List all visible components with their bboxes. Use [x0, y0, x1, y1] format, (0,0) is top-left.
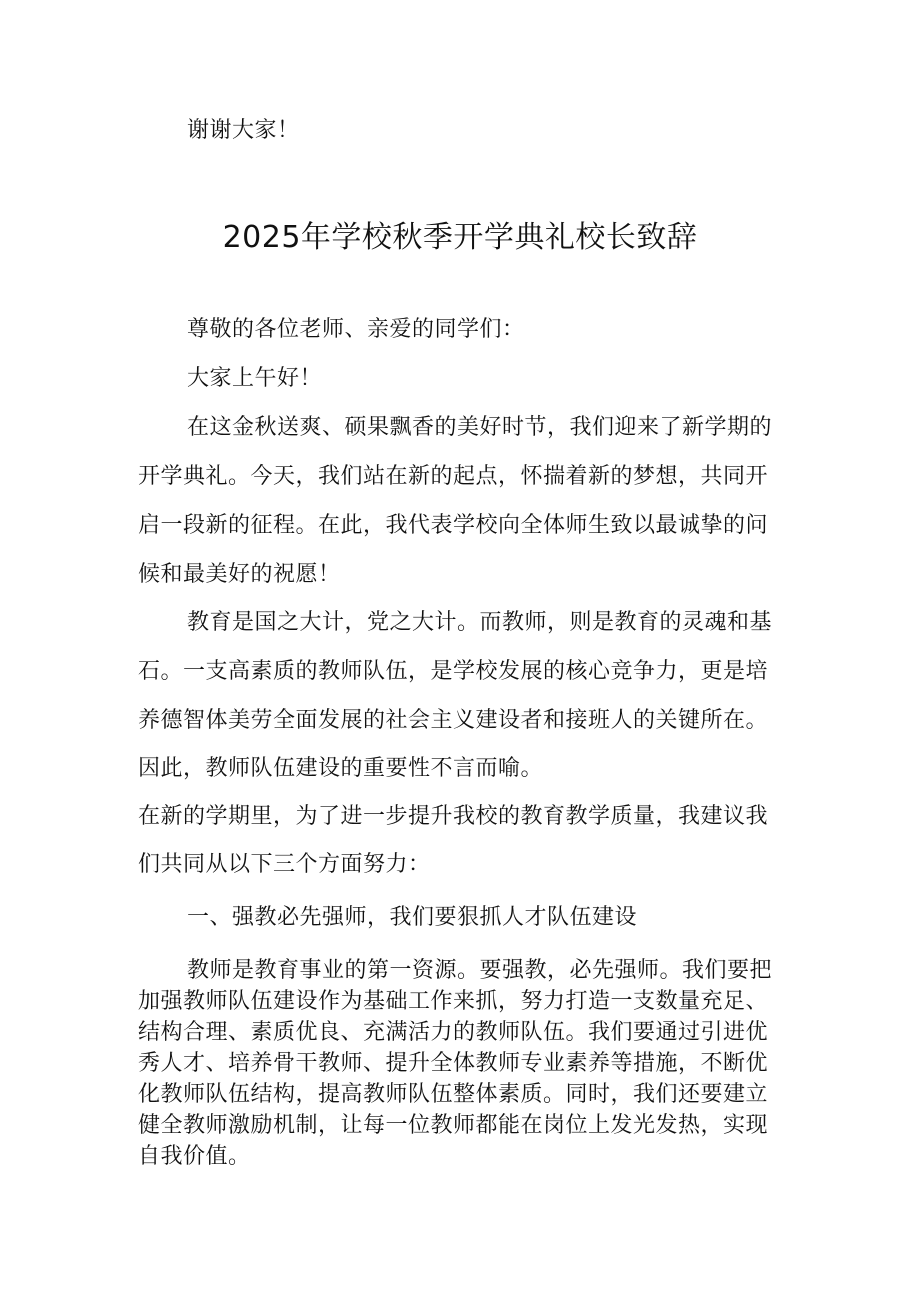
paragraph-line: 教师是教育事业的第一资源。要强教，必先强师。我们要把 [187, 958, 773, 983]
paragraph-line: 化教师队伍结构，提高教师队伍整体素质。同时，我们还要建立 [138, 1082, 769, 1107]
closing-text: 谢谢大家！ [187, 118, 300, 143]
paragraph-line: 在这金秋送爽、硕果飘香的美好时节，我们迎来了新学期的 [187, 415, 773, 440]
paragraph-line: 们共同从以下三个方面努力： [138, 852, 431, 877]
paragraph-line: 因此，教师队伍建设的重要性不言而喻。 [138, 756, 544, 781]
paragraph-line: 秀人才、培养骨干教师、提升全体教师专业素养等措施，不断优 [138, 1051, 769, 1076]
paragraph-line: 结构合理、素质优良、充满活力的教师队伍。我们要通过引进优 [138, 1020, 769, 1045]
paragraph-line: 教育是国之大计，党之大计。而教师，则是教育的灵魂和基 [187, 610, 773, 635]
paragraph-line: 养德智体美劳全面发展的社会主义建设者和接班人的关键所在。 [138, 708, 769, 733]
speech-title: 2025年学校秋季开学典礼校长致辞 [222, 220, 698, 255]
section-heading: 一、强教必先强师，我们要狠抓人才队伍建设 [187, 905, 638, 930]
paragraph-line: 加强教师队伍建设作为基础工作来抓，努力打造一支数量充足、 [138, 989, 769, 1014]
paragraph-line: 石。一支高素质的教师队伍，是学校发展的核心竞争力，更是培 [138, 659, 769, 684]
salutation: 尊敬的各位老师、亲爱的同学们： [187, 317, 525, 342]
greeting: 大家上午好！ [187, 366, 323, 391]
paragraph-line: 开学典礼。今天，我们站在新的起点，怀揣着新的梦想，共同开 [138, 464, 769, 489]
paragraph-line: 在新的学期里，为了进一步提升我校的教育教学质量，我建议我 [138, 804, 769, 829]
paragraph-line: 自我价值。 [138, 1144, 251, 1169]
paragraph-line: 健全教师激励机制，让每一位教师都能在岗位上发光发热，实现 [138, 1113, 769, 1138]
paragraph-line: 候和最美好的祝愿！ [138, 562, 341, 587]
paragraph-line: 启一段新的征程。在此，我代表学校向全体师生致以最诚挚的问 [138, 513, 769, 538]
